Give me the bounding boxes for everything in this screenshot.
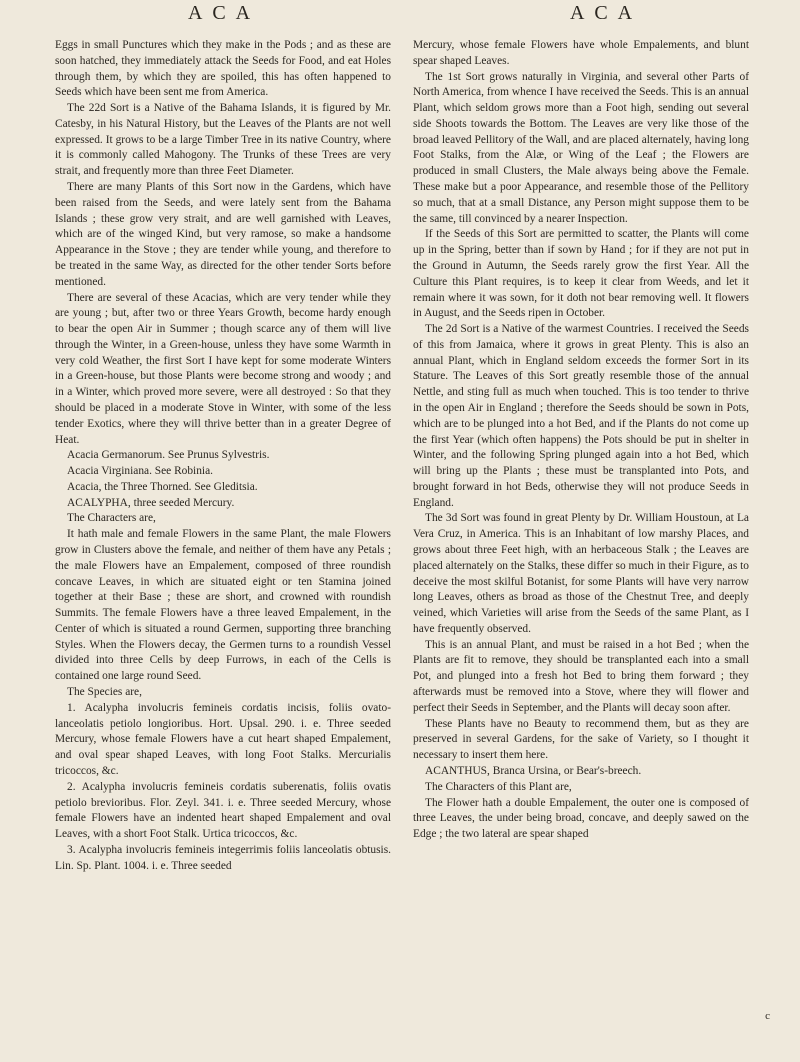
paragraph: 2. Acalypha involucris femineis cordatis suberenatis, foliis ovatis petiolo brevioribus. Flor. Zeyl. 341. i. e. Three seeded Mercury, whose female Flowers have an indented heart shaped Empalement and oval Leaves, with a short Foot Stalk. Urtica tricoccos, &c. xyxy=(55,780,391,841)
paragraph: Eggs in small Punctures which they make in the Pods ; and as these are soon hatched, they immediately attack the Seeds for Food, and eat Holes through them, by which they are spoiled, this has often happened to Seeds which have been sent me from America. xyxy=(55,39,391,99)
paragraph: ACANTHUS, Branca Ursina, or Bear's-breech. xyxy=(425,764,642,777)
paragraph: The 3d Sort was found in great Plenty by Dr. William Houstoun, at La Vera Cruz, in America. This is an Inhabitant of low marshy Places, and grows about three Feet high, with an herbaceous Stalk ; the Leaves are placed alternately on the Stalks, these differ so much in their Figure, as to deceive the most skilful Botanist, for some Plants will have very narrow long Leaves, others as broad as those of the Chestnut Tree, and deeply veined, which Varieties will arise from the Seeds of the same Plant, as I have frequently observed. xyxy=(413,512,749,635)
paragraph: ACALYPHA, three seeded Mercury. xyxy=(67,496,235,509)
paragraph: The Characters of this Plant are, xyxy=(425,780,572,793)
running-head-right: A C A xyxy=(570,2,636,24)
paragraph: The 1st Sort grows naturally in Virginia, and several other Parts of North America, from whence I have received the Seeds. This is an annual Plant, which seldom grows more than a Foot high, sending out several side Shoots towards the Bottom. The Leaves are very like those of the broad leaved Pellitory of the Wall, and are placed alternately, having long Foot Stalks, from the Alæ, or Wing of the Leaf ; the Flowers are produced in small Clusters, the Male always being above the Female. These make but a poor Appearance, and resemble those of the Pellitory so much, that at a small Distance, any Person might suppose them to be the same, till convinced by a nearer Inspection. xyxy=(413,70,749,225)
running-head xyxy=(0,2,800,30)
paragraph: 3. Acalypha involucris femineis integerrimis foliis lanceolatis obtusis. Lin. Sp. Plant. 1004. i. e. Three seeded xyxy=(55,843,391,872)
paragraph: Acacia Germanorum. See Prunus Sylvestris. xyxy=(67,449,270,462)
paragraph: The 2d Sort is a Native of the warmest Countries. I received the Seeds of this from Jamaica, where it grows in great Plenty. This is also an annual Plant, which in England seldom exceeds the former Sort in its Stature. The Leaves of this Sort greatly resemble those of the annual Nettle, and sting full as much when touched. This is too tender to thrive in the open Air in England ; therefore the Seeds should be sown in Pots, which are to be plunged into a hot Bed, and if the Plants do not come up the first Year (which often happens) the Pots should be put in shelter in Winter, and the following Spring plunged again into a hot Bed, which will bring up the Plants ; these must be transplanted into Pots, and brought forward in hot Beds, otherwise they will not produce Seeds in England. xyxy=(413,323,749,509)
right-column xyxy=(413,38,749,1054)
paragraph: The Characters are, xyxy=(67,512,156,525)
paragraph: There are several of these Acacias, which are very tender while they are young ; but, after two or three Years Growth, become hardy enough to bear the open Air in Summer ; though scarce any of them will live through the Winter, in a Green-house, unless they have some Warmth in very cold Weather, the first Sort I have kept for some moderate Winters in a Green-house, but those Plants were become strong and woody ; and in a Winter, which proved more severe, were all destroyed : So that they should be placed in a moderate Stove in Winter, with some of the less tender Exotics, where they will thrive better than in a greater Degree of Heat. xyxy=(55,291,391,446)
signature-mark: c xyxy=(765,1010,770,1022)
paragraph: This is an annual Plant, and must be raised in a hot Bed ; when the Plants are fit to remove, they should be transplanted each into a small Pot, and plunged into a fresh hot Bed to bring them forward ; they afterwards must be removed into a Stove, where they will flower and perfect their Seeds in September, and the Plants will decay soon after. xyxy=(413,638,749,714)
paragraph: The 22d Sort is a Native of the Bahama Islands, it is figured by Mr. Catesby, in his Natural History, but the Leaves of the Plants are not well expressed. It grows to be a large Timber Tree in its native Country, where it is commonly called Mahogony. The Trunks of these Trees are very strait, and frequently more than three Feet Diameter. xyxy=(55,102,391,178)
paragraph: It hath male and female Flowers in the same Plant, the male Flowers grow in Clusters above the female, and neither of them have any Petals ; the male Flowers have an Empalement, composed of three roundish concave Leaves, in which are situated eight or ten Stamina joined together at their Base ; these are short, and crowned with roundish Summits. The female Flowers have a three leaved Empalement, in the Center of which is situated a round Germen, supporting three branching Styles. When the Flowers decay, the Germen turns to a roundish Vessel divided into three Cells by deep Furrows, in each of the Cells is contained one large round Seed. xyxy=(55,528,391,683)
paragraph: Mercury, whose female Flowers have whole Empalements, and blunt spear shaped Leaves. xyxy=(413,39,749,67)
paragraph: 1. Acalypha involucris femineis cordatis incisis, foliis ovato-lanceolatis petiolo longioribus. Hort. Upsal. 290. i. e. Three seeded Mercury, whose female Flowers have a cut heart shaped Empalement, and oval spear shaped Leaves, with long Foot Stalks. Mercurialis tricoccos, &c. xyxy=(55,701,391,777)
paragraph: The Species are, xyxy=(67,686,142,699)
paragraph: The Flower hath a double Empalement, the outer one is composed of three Leaves, the under being broad, concave, and deeply sawed on the Edge ; the two lateral are spear shaped xyxy=(413,796,749,841)
paragraph: Acacia Virginiana. See Robinia. xyxy=(67,465,213,478)
left-column xyxy=(55,38,391,1054)
paragraph: There are many Plants of this Sort now in the Gardens, which have been raised from the Seeds, and were lately sent from the Bahama Islands ; these grow very strait, and are well garnished with Leaves, which are of the winged Kind, but very ramose, so make a handsome Appearance in the Stove ; they are tender while young, and therefore to be treated in the same Way, as directed for the other tender Sorts before mentioned. xyxy=(55,181,391,288)
paragraph: If the Seeds of this Sort are permitted to scatter, the Plants will come up in the Spring, better than if sown by Hand ; for if they are not put in the Ground in Autumn, the Seeds rarely grow the first Year. All the Culture this Plant requires, is to keep it clear from Weeds, and let it remain where it was sown, for it doth not bear removing well. It flowers in August, and the Seeds ripen in October. xyxy=(413,228,749,320)
paragraph: Acacia, the Three Thorned. See Gleditsia. xyxy=(67,480,258,493)
paragraph: These Plants have no Beauty to recommend them, but as they are preserved in several Gardens, for the sake of Variety, so I thought it necessary to insert them here. xyxy=(413,717,749,762)
running-head-left: A C A xyxy=(188,2,254,24)
